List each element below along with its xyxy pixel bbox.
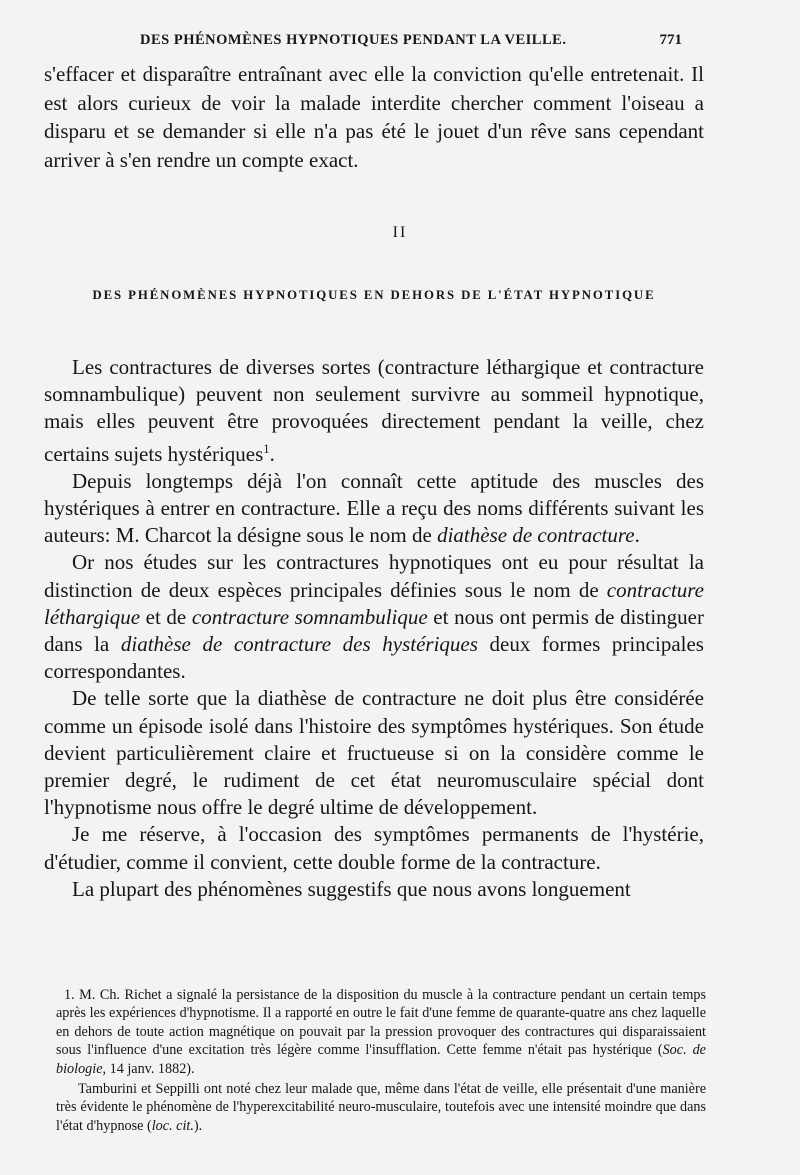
footnotes [56, 986, 706, 1135]
footnote-ref: 1 [263, 441, 270, 456]
footnote-1: 1. M. Ch. Richet a signalé la persistance de la disposition du muscle à la contracture pendant un certain temps après les expériences d'hypnotisme. Il a rapporté en outre le fait d'une femme de quarante-quatre ans chez laquelle en dehors de toute action magnétique on pouvait par la pression provoquer des contractures qui disparaissaient sous l'influence d'une excitation très légère comme l'insufflation. Cette femme n'était pas hystérique (Soc. de biologie, 14 janv. 1882). [56, 987, 706, 1077]
main-text [44, 354, 704, 903]
paragraph-5: Je me réserve, à l'occasion des symptômes permanents de l'hystérie, d'étudier, comme il convient, cette double forme de la contracture. [44, 822, 704, 874]
paragraph-2: Depuis longtemps déjà l'on connaît cette aptitude des muscles des hystériques à entrer en contracture. Elle a reçu des noms différents suivant les auteurs: M. Charcot la désigne sous le nom de diathèse de contracture. [44, 468, 704, 548]
running-title: DES PHÉNOMÈNES HYPNOTIQUES PENDANT LA VEILLE. [140, 32, 567, 48]
citation: Soc. de biologie [56, 1042, 706, 1077]
italic-term: contracture léthargique [44, 577, 704, 629]
section-title: DES PHÉNOMÈNES HYPNOTIQUES EN DEHORS DE L'ÉTAT HYPNOTIQUE [92, 288, 656, 302]
continuation-paragraph: s'effacer et disparaître entraînant avec elle la conviction qu'elle entretenait. Il est alors curieux de voir la malade interdite chercher comment l'oiseau a disparu et se demander si elle n'a pas été le jouet d'un rêve sans cependant arriver à s'en rendre un compte exact. [44, 62, 704, 172]
paragraph-3: Or nos études sur les contractures hypnotiques ont eu pour résultat la distinction de deux espèces principales définies sous le nom de contracture léthargique et de contracture somnambulique et nous ont permis de distinguer dans la diathèse de contracture des hystériques deux formes principales correspondantes. [44, 550, 704, 684]
paragraph-6: La plupart des phénomènes suggestifs que nous avons longuement [72, 876, 631, 901]
paragraph-4: De telle sorte que la diathèse de contracture ne doit plus être considérée comme un épisode isolé dans l'histoire des symptômes hystériques. Son étude devient particulièrement claire et fructueuse si on la considère comme le premier degré, le rudiment de cet état neuromusculaire spécial dont l'hypnotisme nous offre le degré ultime de développement. [44, 686, 704, 820]
section-number: II [392, 224, 408, 241]
paragraph-1-text: Les contractures de diverses sortes (contracture léthargique et contracture somnambulique) peuvent non seulement survivre au sommeil hypnotique, mais elles peuvent être provoquées directement pendant la veille, chez certains sujets hystériques [44, 355, 704, 466]
italic-term: contracture somnambulique [191, 604, 428, 629]
continuation-text [44, 60, 704, 174]
citation: loc. cit. [151, 1117, 194, 1134]
italic-term: diathèse de contracture [437, 523, 635, 548]
italic-term: diathèse de contracture des hystériques [120, 632, 478, 657]
paragraph-1: Les contractures de diverses sortes (contracture léthargique et contracture somnambulique) peuvent non seulement survivre au sommeil hypnotique, mais elles peuvent être provoquées directement pendant la veille, chez certains sujets hystériques$^1$. [44, 355, 704, 466]
footnote-1-continued: Tamburini et Seppilli ont noté chez leur malade que, même dans l'état de veille, elle présentait d'une manière très évidente le phénomène de l'hyperexcitabilité neuro-musculaire, toutefois avec une intensité moindre que dans l'état d'hypnose (loc. cit.). [56, 1081, 706, 1134]
running-head [0, 28, 800, 52]
page-number: 771 [659, 32, 682, 48]
